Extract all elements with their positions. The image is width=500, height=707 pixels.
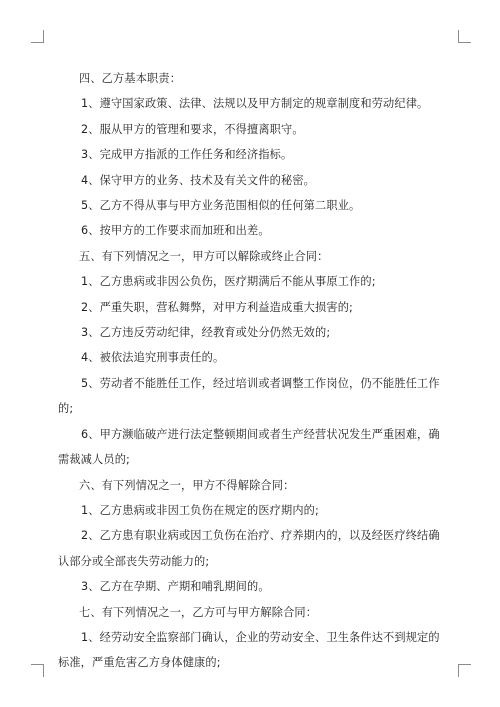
termination-item-1: 1、乙方患病或非因公负伤，医疗期满后不能从事原工作的; [81, 275, 376, 289]
termination-item-4: 4、被依法追究刑事责任的。 [81, 351, 225, 365]
duty-item-4: 4、保守甲方的业务、技术及有关文件的秘密。 [81, 173, 316, 187]
crop-mark-top-right [458, 30, 471, 43]
section-heading-5: 五、有下列情况之一，甲方可以解除或终止合同： [79, 249, 329, 263]
termination-item-3: 3、乙方违反劳动纪律，经教育或处分仍然无效的; [81, 326, 331, 340]
section-heading-6: 六、有下列情况之一，甲方不得解除合同： [79, 478, 295, 492]
section-heading-4: 四、乙方基本职责： [79, 72, 182, 85]
protection-item-2: 2、乙方患有职业病或因工负伤在治疗、疗养期内的，以及经医疗终结确认部分或全部丧失劳动能力的; [58, 529, 440, 568]
termination-item-6: 6、甲方濒临破产进行法定整顿期间或者生产经营状况发生严重困难，确需裁减人员的; [58, 427, 440, 467]
protection-item-1: 1、乙方患病或非因工负伤在规定的医疗期内的; [81, 503, 319, 517]
duty-item-3: 3、完成甲方指派的工作任务和经济指标。 [81, 148, 293, 162]
duty-item-2: 2、服从甲方的管理和要求，不得擅离职守。 [81, 122, 304, 136]
protection-item-3: 3、乙方在孕期、产期和哺乳期间的。 [81, 580, 270, 594]
duty-item-1: 1、遵守国家政策、法律、法规以及甲方制定的规章制度和劳动纪律。 [81, 97, 429, 111]
crop-mark-bottom-left [31, 664, 44, 677]
document-body [58, 66, 450, 676]
duty-item-6: 6、按甲方的工作要求而加班和出差。 [81, 224, 270, 238]
section-heading-7: 七、有下列情况之一，乙方可与甲方解除合同： [79, 605, 318, 619]
termination-item-5: 5、劳动者不能胜任工作，经过培训或者调整工作岗位，仍不能胜任工作的; [58, 376, 440, 416]
crop-mark-top-left [31, 30, 44, 43]
termination-item-2: 2、严重失职，营私舞弊，对甲方利益造成重大损害的; [81, 300, 353, 314]
employee-termination-item-1: 1、经劳动安全监察部门确认，企业的劳动安全、卫生条件达不到规定的标准，严重危害乙方身体健康的; [58, 630, 440, 670]
crop-mark-bottom-right [458, 664, 471, 677]
duty-item-5: 5、乙方不得从事与甲方业务范围相似的任何第二职业。 [81, 199, 361, 213]
